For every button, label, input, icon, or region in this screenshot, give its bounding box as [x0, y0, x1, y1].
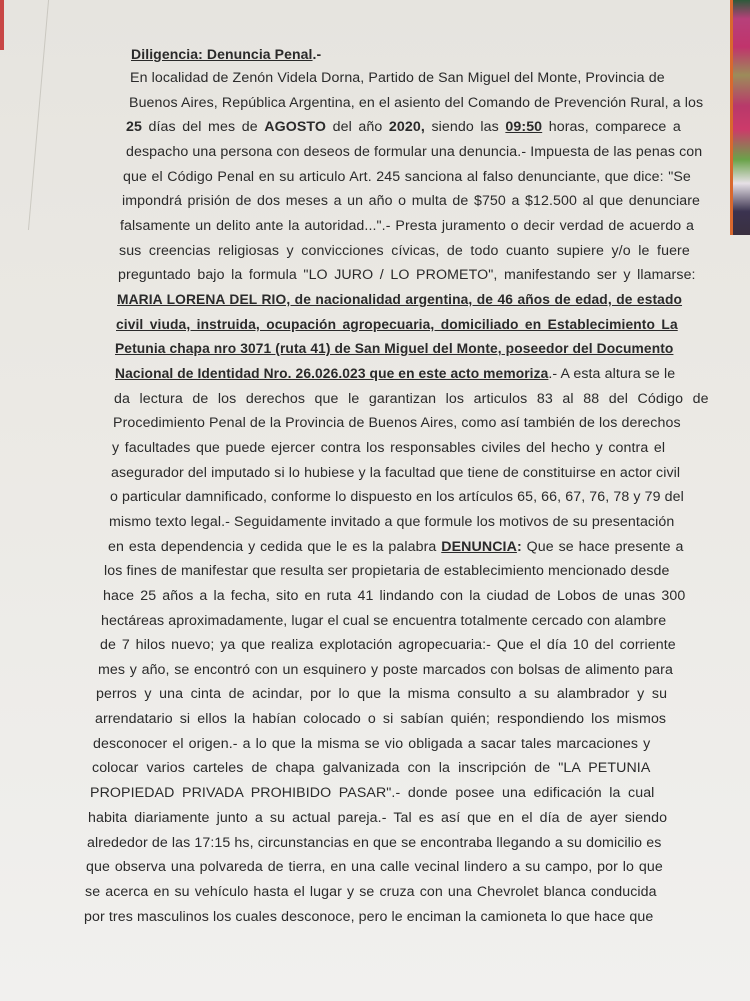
line-text: Procedimiento Penal de la Provincia de Buenos Aires, como así también de los derechos — [113, 415, 681, 431]
paragraph-line — [90, 785, 654, 801]
complainant-identity-line — [115, 341, 673, 356]
line-text: desconocer el origen.- a lo que la misma se vio obligada a sacar tales marcaciones y — [93, 736, 651, 752]
paragraph-line — [95, 711, 666, 727]
paragraph-line — [108, 539, 683, 555]
line-text: da lectura de los derechos que le garantizan los articulos 83 al 88 del Código de — [114, 391, 709, 407]
paragraph-line — [126, 119, 686, 135]
line-text: habita diariamente junto a su actual pareja.- Tal es así que en el día de ayer siendo — [88, 810, 668, 826]
line-text: PROPIEDAD PRIVADA PROHIBIDO PASAR".- donde posee una edificación la cual — [90, 785, 655, 801]
line-text: se acerca en su vehículo hasta el lugar y se cruza con una Chevrolet blanca conducida — [85, 884, 657, 900]
time-value: 09:50 — [505, 119, 543, 135]
paragraph-line — [112, 440, 665, 456]
paragraph-line — [126, 144, 702, 160]
line-text: En localidad de Zenón Videla Dorna, Partido de San Miguel del Monte, Provincia de — [130, 70, 665, 86]
denuncia-heading: DENUNCIA — [441, 539, 517, 555]
paragraph-line — [118, 267, 696, 283]
paragraph-line — [85, 884, 657, 900]
date-day: 25 — [126, 119, 142, 135]
line-text: por tres masculinos los cuales desconoce, pero le enciman la camioneta lo que hace que — [84, 909, 654, 925]
title-text: Diligencia: Denuncia Penal — [131, 46, 313, 62]
complainant-identity-line — [116, 317, 678, 332]
line-text: en esta dependencia y cedida que le es la palabra — [108, 539, 442, 555]
paragraph-line — [114, 391, 709, 407]
line-text: falsamente un delito ante la autoridad...".- Presta juramento o decir verdad de acuerdo a — [120, 218, 695, 234]
complainant-identity-line — [117, 292, 682, 307]
paragraph-line — [93, 736, 650, 752]
denuncia-colon: : — [516, 539, 522, 555]
line-text: de 7 hilos nuevo; ya que realiza explotación agropecuaria:- Que el día 10 del corriente — [100, 637, 676, 653]
line-text: MARIA LORENA DEL RIO, de nacionalidad argentina, de 46 años de edad, de estado — [117, 292, 683, 307]
paragraph-line — [120, 218, 694, 234]
line-text: Buenos Aires, República Argentina, en el asiento del Comando de Prevención Rural, a los — [129, 95, 704, 111]
paragraph-line — [123, 169, 691, 185]
paragraph-line — [92, 760, 650, 776]
paragraph-line — [115, 366, 675, 382]
line-text: hace 25 años a la fecha, sito en ruta 41 lindando con la ciudad de Lobos de unas 300 — [103, 588, 686, 604]
line-text: colocar varios carteles de chapa galvanizada con la inscripción de "LA PETUNIA — [92, 760, 651, 776]
document-title — [131, 46, 321, 62]
paragraph-line — [104, 563, 670, 579]
background-textile — [733, 0, 750, 235]
paragraph-line — [122, 193, 700, 209]
line-text: o particular damnificado, conforme lo dispuesto en los artículos 65, 66, 67, 76, 78 y 79 del — [110, 489, 684, 505]
line-text: y facultades que puede ejercer contra los responsables civiles del hecho y contra el — [112, 440, 666, 456]
line-text: perros y una cinta de acindar, por lo que la misma consulto a su alambrador y su — [96, 686, 668, 702]
paragraph-line — [110, 489, 684, 505]
line-text: sus creencias religiosas y convicciones cívicas, de todo cuanto supiere y/o le fuere — [119, 243, 690, 259]
paragraph-line — [109, 514, 674, 530]
line-text: horas, comparece a — [542, 119, 681, 135]
line-text: que observa una polvareda de tierra, en una calle vecinal lindero a su campo, por lo que — [86, 859, 663, 875]
paragraph-line — [111, 465, 680, 481]
line-text: mes y año, se encontró con un esquinero y poste marcados con bolsas de alimento para — [98, 662, 673, 678]
line-text: civil viuda, instruida, ocupación agropecuaria, domiciliado en Establecimiento La — [116, 317, 678, 332]
paragraph-line — [84, 909, 653, 925]
paragraph-line — [113, 415, 681, 431]
paragraph-line — [88, 810, 667, 826]
paragraph-line — [130, 70, 680, 86]
line-text: .- A esta altura se le — [548, 366, 676, 382]
date-month: AGOSTO — [264, 119, 327, 135]
paragraph-line — [100, 637, 676, 653]
line-text: alrededor de las 17:15 hs, circunstancias en que se encontraba llegando a su domicilio es — [87, 835, 662, 851]
date-year: 2020, — [388, 119, 425, 135]
line-text: los fines de manifestar que resulta ser propietaria de establecimiento mencionado desde — [104, 563, 670, 579]
line-text: del año — [326, 119, 389, 135]
line-text: despacho una persona con deseos de formular una denuncia.- Impuesta de las penas con — [126, 144, 703, 160]
paragraph-line — [86, 859, 663, 875]
paragraph-line — [129, 95, 704, 111]
line-text: Que se hace presente a — [521, 539, 684, 555]
paragraph-line — [98, 662, 673, 678]
line-text: asegurador del imputado si lo hubiese y la facultad que tiene de constituirse en actor civil — [111, 465, 681, 481]
line-text: hectáreas aproximadamente, lugar el cual se encuentra totalmente cercado con alambre — [101, 613, 667, 629]
document-id-text: Nacional de Identidad Nro. 26.026.023 que en este acto memoriza — [115, 366, 549, 381]
line-text: Petunia chapa nro 3071 (ruta 41) de San Miguel del Monte, poseedor del Documento — [115, 341, 674, 356]
line-text: que el Código Penal en su articulo Art. 245 sanciona al falso denunciante, que dice: "Se — [123, 169, 691, 185]
line-text: mismo texto legal.- Seguidamente invitado a que formule los motivos de su presentación — [109, 514, 675, 530]
paragraph-line — [87, 835, 661, 851]
title-suffix: .- — [312, 46, 322, 62]
line-text: días del mes de — [141, 119, 265, 135]
paragraph-line — [96, 686, 667, 702]
paragraph-line — [119, 243, 690, 259]
line-text: impondrá prisión de dos meses a un año o multa de $750 a $12.500 al que denunciare — [122, 193, 701, 209]
paragraph-line — [101, 613, 666, 629]
paragraph-line — [103, 588, 685, 604]
line-text: arrendatario si ellos la habían colocado o si sabían quién; respondiendo los mismos — [95, 711, 667, 727]
background-red-edge — [0, 0, 4, 50]
line-text: preguntado bajo la formula "LO JURO / LO PROMETO", manifestando ser y llamarse: — [118, 267, 696, 283]
line-text: siendo las — [424, 119, 506, 135]
